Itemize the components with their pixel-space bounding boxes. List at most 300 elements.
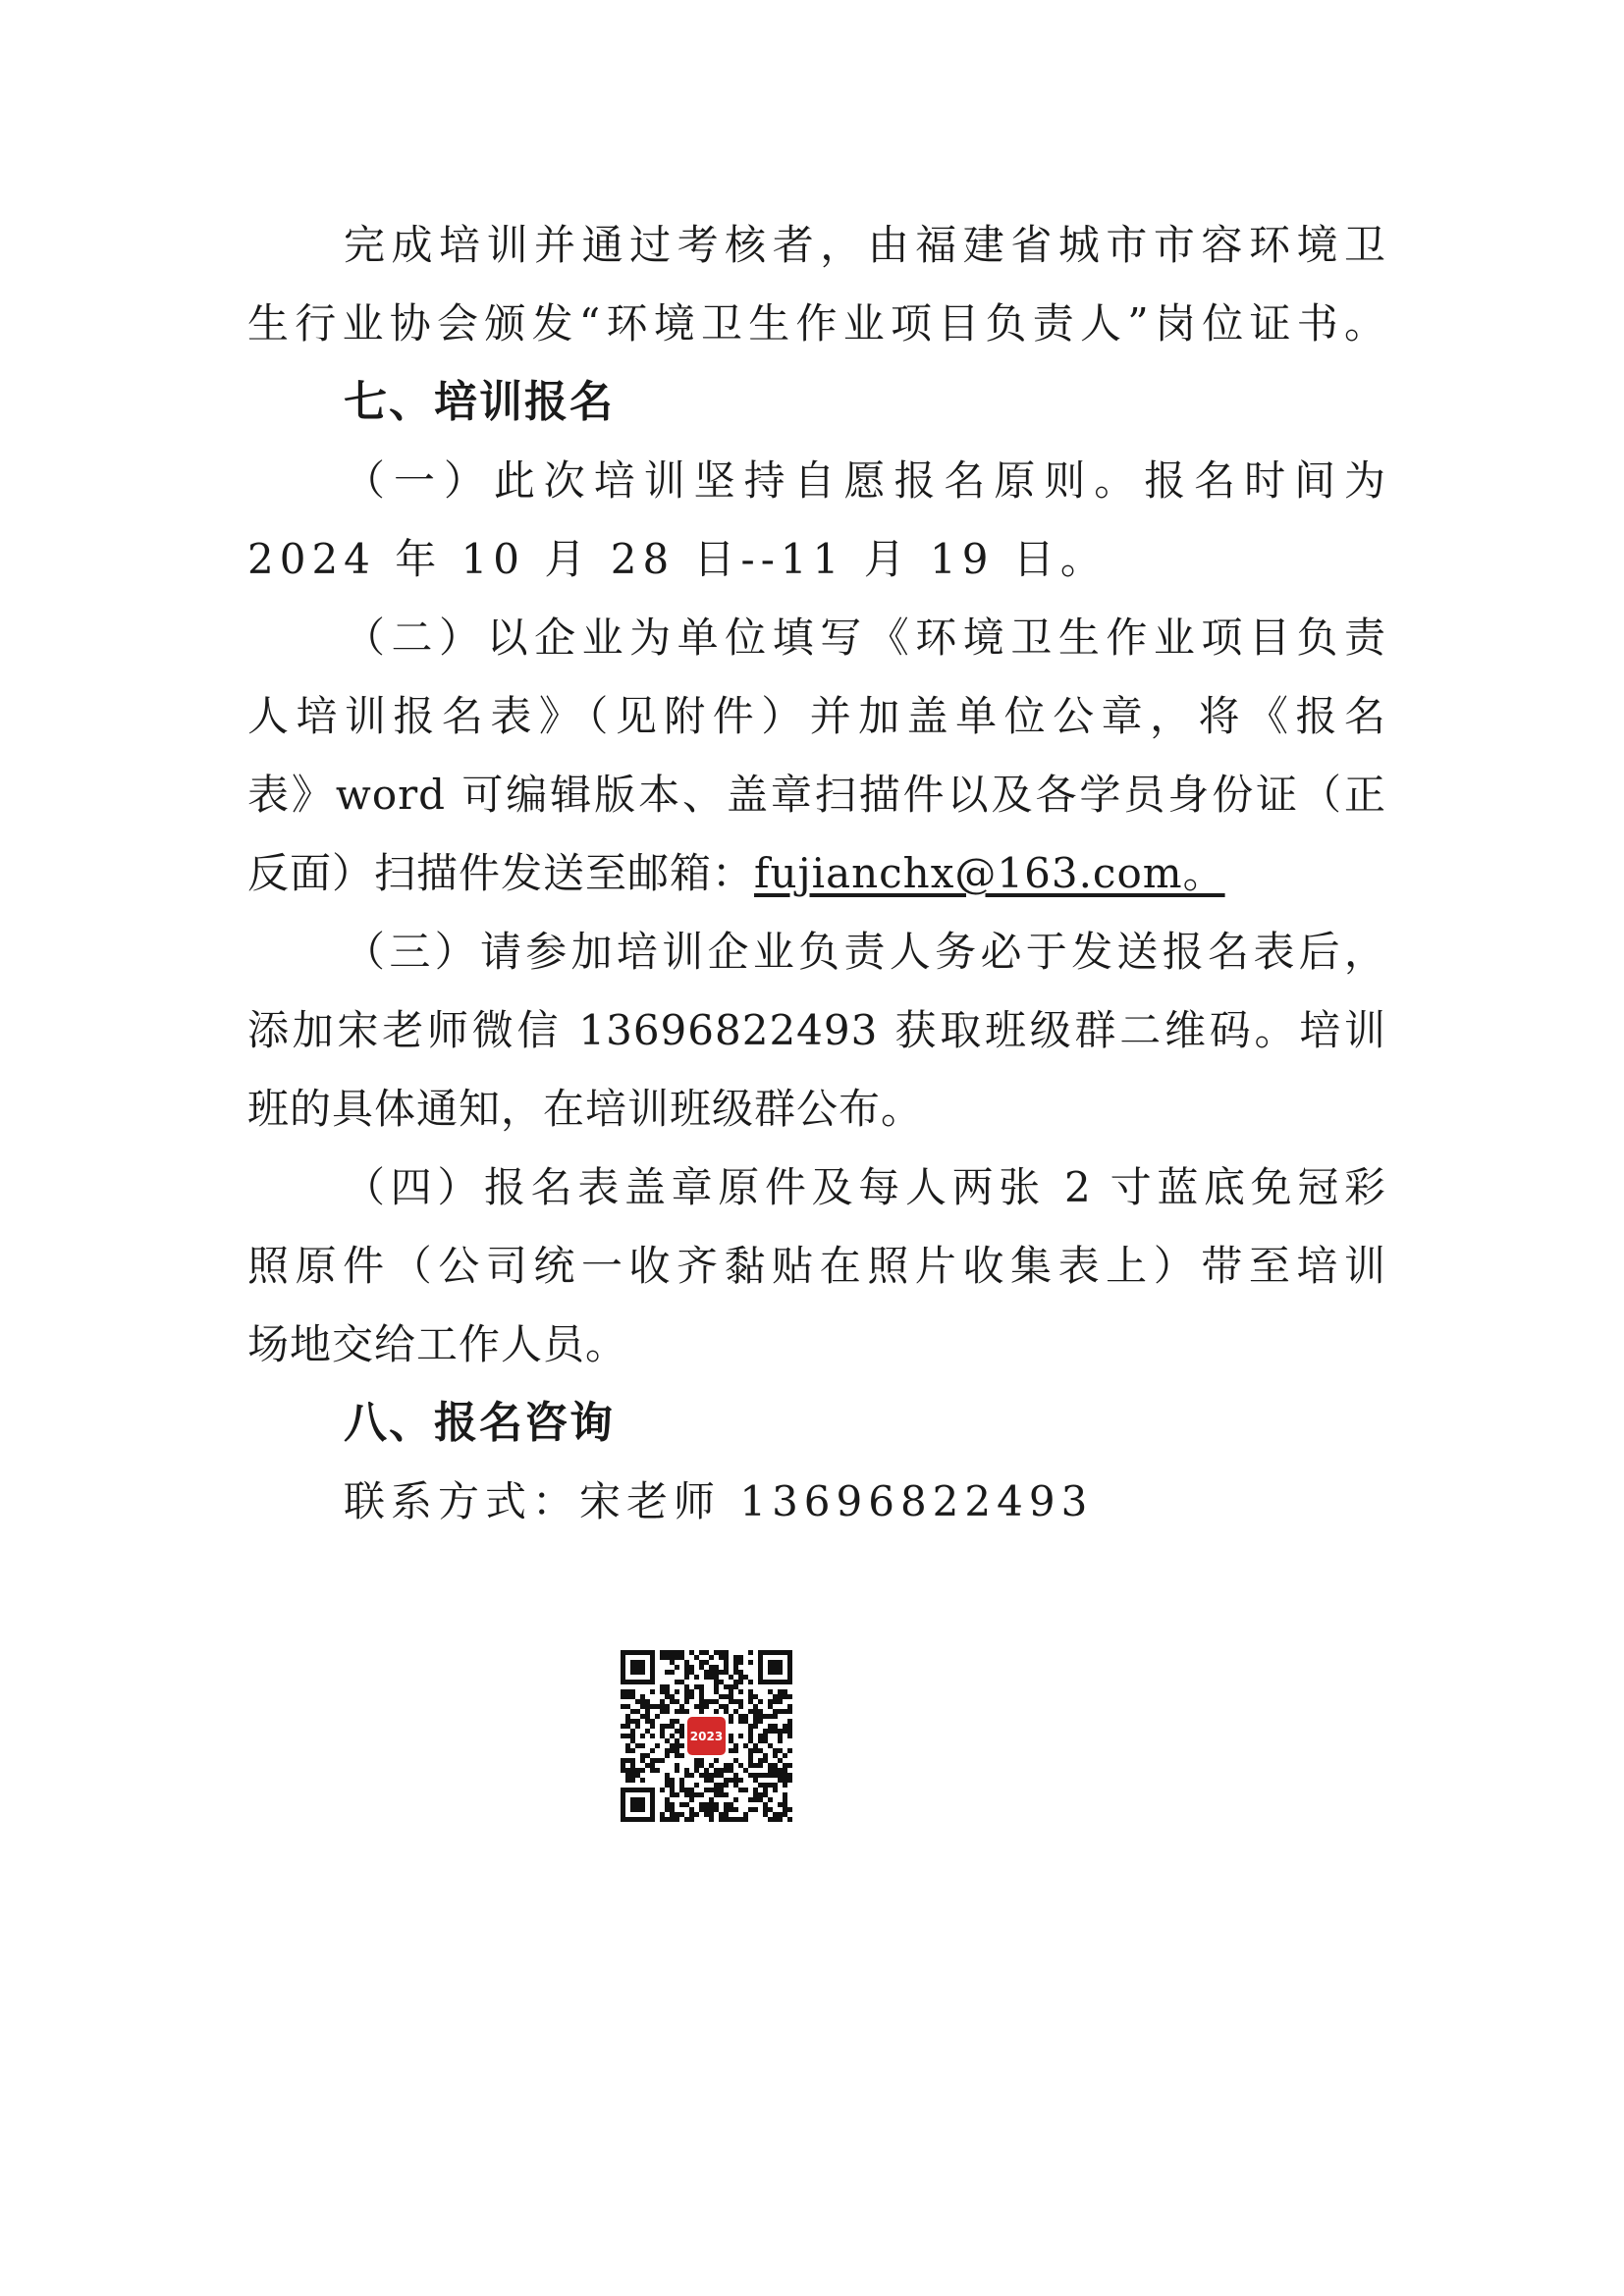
- registration-item-2-line-1: （二）以企业为单位填写《环境卫生作业项目负责: [344, 614, 1386, 662]
- qr-module: [719, 1783, 724, 1788]
- qr-code-icon: [617, 1646, 796, 1826]
- qr-module: [630, 1748, 635, 1753]
- qr-module: [733, 1684, 738, 1689]
- qr-module: [753, 1709, 758, 1714]
- qr-module: [709, 1802, 714, 1807]
- qr-module: [724, 1650, 729, 1655]
- qr-module: [753, 1704, 758, 1709]
- qr-module: [738, 1699, 743, 1704]
- registration-item-1-line-1: （一）此次培训坚持自愿报名原则。报名时间为: [344, 456, 1386, 505]
- qr-module: [729, 1748, 733, 1753]
- qr-module: [655, 1768, 660, 1773]
- qr-module: [679, 1650, 684, 1655]
- qr-module: [753, 1694, 758, 1699]
- qr-module: [773, 1709, 778, 1714]
- qr-module: [625, 1758, 630, 1763]
- qr-module: [753, 1778, 758, 1783]
- qr-module: [719, 1650, 724, 1655]
- qr-module: [621, 1724, 625, 1729]
- qr-module: [768, 1763, 773, 1768]
- qr-module: [773, 1724, 778, 1729]
- qr-module: [694, 1792, 699, 1797]
- qr-module: [709, 1788, 714, 1792]
- registration-item-4-line-3: 场地交给工作人员。: [247, 1320, 628, 1368]
- qr-module: [709, 1655, 714, 1660]
- qr-module: [787, 1763, 792, 1768]
- qr-module: [758, 1797, 763, 1802]
- qr-module: [670, 1660, 675, 1665]
- qr-module: [719, 1817, 724, 1822]
- registration-item-4-line-2: 照原件（公司统一收齐黏贴在照片收集表上）带至培训: [247, 1242, 1386, 1290]
- qr-module: [778, 1768, 783, 1773]
- qr-module: [689, 1665, 694, 1670]
- qr-module: [621, 1768, 625, 1773]
- qr-module: [665, 1817, 670, 1822]
- qr-module: [719, 1792, 724, 1797]
- qr-module: [743, 1768, 748, 1773]
- contact-line: 联系方式：宋老师 13696822493: [344, 1477, 1094, 1525]
- qr-module: [699, 1650, 704, 1655]
- qr-module: [665, 1684, 670, 1689]
- qr-module: [640, 1734, 645, 1738]
- qr-module: [729, 1817, 733, 1822]
- qr-module: [699, 1802, 704, 1807]
- qr-module: [778, 1709, 783, 1714]
- qr-module: [783, 1763, 787, 1768]
- qr-module: [787, 1709, 792, 1714]
- qr-module: [640, 1778, 645, 1783]
- qr-module: [689, 1812, 694, 1817]
- section-heading-consultation: 八、报名咨询: [344, 1398, 615, 1448]
- qr-module: [665, 1802, 670, 1807]
- qr-module: [748, 1758, 753, 1763]
- qr-module: [684, 1660, 689, 1665]
- qr-module: [621, 1758, 625, 1763]
- qr-module: [738, 1788, 743, 1792]
- qr-module: [675, 1812, 679, 1817]
- qr-module: [704, 1768, 709, 1773]
- qr-module: [684, 1684, 689, 1689]
- qr-center-logo: [684, 1714, 729, 1758]
- qr-module: [778, 1729, 783, 1734]
- qr-module: [733, 1655, 738, 1660]
- qr-module: [665, 1655, 670, 1660]
- qr-module: [675, 1763, 679, 1768]
- qr-module: [719, 1768, 724, 1773]
- qr-module: [763, 1812, 768, 1817]
- qr-module: [738, 1704, 743, 1709]
- qr-module: [768, 1817, 773, 1822]
- qr-module: [729, 1807, 733, 1812]
- qr-module: [714, 1758, 719, 1763]
- qr-module: [787, 1719, 792, 1724]
- qr-module: [694, 1655, 699, 1660]
- qr-module: [748, 1680, 753, 1684]
- qr-module: [763, 1734, 768, 1738]
- qr-module: [753, 1719, 758, 1724]
- qr-module: [773, 1729, 778, 1734]
- certificate-paragraph-line-2: 生行业协会颁发“环境卫生作业项目负责人”岗位证书。: [247, 299, 1386, 347]
- qr-module: [787, 1694, 792, 1699]
- qr-module: [640, 1704, 645, 1709]
- qr-module: [783, 1778, 787, 1783]
- qr-module: [689, 1689, 694, 1694]
- qr-module: [709, 1763, 714, 1768]
- qr-module: [714, 1670, 719, 1675]
- qr-module: [684, 1709, 689, 1714]
- qr-module: [670, 1719, 675, 1724]
- registration-item-4-line-1: （四）报名表盖章原件及每人两张 2 寸蓝底免冠彩: [344, 1163, 1386, 1211]
- qr-module: [675, 1689, 679, 1694]
- qr-module: [679, 1753, 684, 1758]
- qr-module: [704, 1660, 709, 1665]
- qr-module: [630, 1734, 635, 1738]
- qr-module: [655, 1758, 660, 1763]
- qr-module: [719, 1655, 724, 1660]
- qr-module: [625, 1724, 630, 1729]
- qr-module: [773, 1783, 778, 1788]
- qr-module: [743, 1743, 748, 1748]
- qr-module: [758, 1783, 763, 1788]
- qr-module: [719, 1773, 724, 1778]
- qr-module: [768, 1773, 773, 1778]
- qr-module: [733, 1758, 738, 1763]
- qr-module: [733, 1778, 738, 1783]
- qr-module: [763, 1753, 768, 1758]
- qr-module: [748, 1709, 753, 1714]
- qr-module: [694, 1783, 699, 1788]
- qr-module: [768, 1783, 773, 1788]
- qr-module: [724, 1655, 729, 1660]
- qr-module: [689, 1773, 694, 1778]
- qr-module: [787, 1773, 792, 1778]
- qr-module: [724, 1709, 729, 1714]
- qr-module: [670, 1724, 675, 1729]
- qr-module: [679, 1655, 684, 1660]
- qr-module: [665, 1709, 670, 1714]
- qr-module: [758, 1709, 763, 1714]
- qr-module: [650, 1748, 655, 1753]
- qr-module: [768, 1724, 773, 1729]
- qr-module: [640, 1768, 645, 1773]
- registration-item-3-line-3: 班的具体通知，在培训班级群公布。: [247, 1085, 924, 1133]
- qr-module: [709, 1817, 714, 1822]
- qr-module: [675, 1699, 679, 1704]
- qr-module: [778, 1748, 783, 1753]
- qr-module: [650, 1689, 655, 1694]
- qr-module: [753, 1797, 758, 1802]
- qr-module: [733, 1807, 738, 1812]
- qr-module: [684, 1792, 689, 1797]
- qr-module: [733, 1797, 738, 1802]
- qr-module: [699, 1773, 704, 1778]
- qr-module: [675, 1655, 679, 1660]
- qr-module: [753, 1743, 758, 1748]
- qr-module: [773, 1812, 778, 1817]
- qr-module: [684, 1768, 689, 1773]
- qr-module: [738, 1660, 743, 1665]
- qr-module: [778, 1773, 783, 1778]
- qr-module: [650, 1763, 655, 1768]
- registration-item-3-line-2: 添加宋老师微信 13696822493 获取班级群二维码。培训: [247, 1006, 1386, 1054]
- qr-module: [724, 1807, 729, 1812]
- qr-module: [665, 1778, 670, 1783]
- qr-module: [763, 1783, 768, 1788]
- qr-module: [660, 1704, 665, 1709]
- qr-module: [787, 1817, 792, 1822]
- qr-module: [679, 1812, 684, 1817]
- qr-module: [625, 1734, 630, 1738]
- qr-module: [684, 1675, 689, 1680]
- qr-module: [758, 1792, 763, 1797]
- qr-module: [733, 1783, 738, 1788]
- qr-module: [783, 1792, 787, 1797]
- qr-module: [748, 1689, 753, 1694]
- qr-module: [650, 1704, 655, 1709]
- qr-module: [763, 1738, 768, 1743]
- qr-module: [679, 1734, 684, 1738]
- qr-module: [773, 1763, 778, 1768]
- qr-module: [738, 1670, 743, 1675]
- qr-module: [689, 1650, 694, 1655]
- qr-module: [650, 1724, 655, 1729]
- qr-module: [665, 1773, 670, 1778]
- qr-module: [738, 1714, 743, 1719]
- qr-module: [704, 1807, 709, 1812]
- qr-module: [738, 1734, 743, 1738]
- qr-module: [763, 1714, 768, 1719]
- qr-module: [778, 1817, 783, 1822]
- qr-module: [670, 1778, 675, 1783]
- qr-module: [724, 1694, 729, 1699]
- qr-module: [729, 1699, 733, 1704]
- qr-module: [670, 1802, 675, 1807]
- qr-module: [709, 1675, 714, 1680]
- qr-module: [783, 1689, 787, 1694]
- qr-module: [675, 1792, 679, 1797]
- qr-module: [679, 1783, 684, 1788]
- qr-module: [640, 1753, 645, 1758]
- qr-module: [768, 1689, 773, 1694]
- qr-module: [699, 1758, 704, 1763]
- qr-module: [660, 1758, 665, 1763]
- qr-module: [733, 1817, 738, 1822]
- qr-module: [660, 1812, 665, 1817]
- qr-module: [758, 1738, 763, 1743]
- qr-module: [768, 1704, 773, 1709]
- qr-module: [625, 1768, 630, 1773]
- qr-module: [679, 1724, 684, 1729]
- qr-module: [724, 1660, 729, 1665]
- qr-module: [714, 1807, 719, 1812]
- qr-module: [694, 1763, 699, 1768]
- qr-module: [709, 1665, 714, 1670]
- qr-module: [714, 1689, 719, 1694]
- qr-module: [699, 1684, 704, 1689]
- qr-module: [768, 1699, 773, 1704]
- qr-module: [719, 1680, 724, 1684]
- qr-module: [645, 1704, 650, 1709]
- qr-module: [650, 1719, 655, 1724]
- qr-module: [704, 1788, 709, 1792]
- qr-module: [675, 1650, 679, 1655]
- qr-module: [738, 1763, 743, 1768]
- qr-module: [743, 1788, 748, 1792]
- qr-module: [724, 1763, 729, 1768]
- registration-item-2-line-4: [247, 834, 1386, 913]
- qr-module: [714, 1768, 719, 1773]
- qr-module: [699, 1792, 704, 1797]
- qr-module: [635, 1724, 640, 1729]
- qr-module: [660, 1684, 665, 1689]
- qr-module: [773, 1694, 778, 1699]
- qr-module: [738, 1689, 743, 1694]
- qr-module: [635, 1709, 640, 1714]
- qr-module: [729, 1778, 733, 1783]
- qr-module: [709, 1773, 714, 1778]
- qr-module: [778, 1802, 783, 1807]
- qr-module: [738, 1778, 743, 1783]
- qr-module: [660, 1655, 665, 1660]
- qr-module: [630, 1709, 635, 1714]
- qr-module: [778, 1738, 783, 1743]
- qr-module: [670, 1670, 675, 1675]
- qr-module: [665, 1807, 670, 1812]
- qr-module: [621, 1734, 625, 1738]
- qr-module: [768, 1807, 773, 1812]
- qr-module: [733, 1773, 738, 1778]
- qr-module: [625, 1743, 630, 1748]
- qr-module: [733, 1670, 738, 1675]
- qr-module: [758, 1758, 763, 1763]
- qr-module: [714, 1802, 719, 1807]
- qr-module: [724, 1778, 729, 1783]
- qr-module: [758, 1714, 763, 1719]
- qr-module: [689, 1807, 694, 1812]
- qr-module: [625, 1773, 630, 1778]
- qr-module: [709, 1812, 714, 1817]
- qr-module: [699, 1704, 704, 1709]
- qr-module: [773, 1714, 778, 1719]
- qr-module: [763, 1807, 768, 1812]
- qr-module: [630, 1694, 635, 1699]
- qr-module: [630, 1719, 635, 1724]
- qr-module: [783, 1773, 787, 1778]
- qr-module: [665, 1689, 670, 1694]
- qr-module: [748, 1694, 753, 1699]
- qr-module: [675, 1817, 679, 1822]
- qr-module: [748, 1699, 753, 1704]
- qr-module: [748, 1734, 753, 1738]
- qr-module: [783, 1768, 787, 1773]
- qr-module: [763, 1802, 768, 1807]
- email-lead-text: 反面）扫描件发送至邮箱：: [247, 849, 755, 897]
- qr-module: [645, 1699, 650, 1704]
- qr-module: [684, 1788, 689, 1792]
- qr-module: [660, 1689, 665, 1694]
- qr-module: [625, 1748, 630, 1753]
- qr-finder-top-right: [758, 1650, 792, 1684]
- qr-module: [645, 1729, 650, 1734]
- qr-module: [630, 1763, 635, 1768]
- qr-module: [694, 1675, 699, 1680]
- qr-module: [787, 1724, 792, 1729]
- qr-module: [684, 1802, 689, 1807]
- qr-module: [763, 1788, 768, 1792]
- qr-module: [709, 1807, 714, 1812]
- qr-module: [670, 1812, 675, 1817]
- qr-module: [778, 1694, 783, 1699]
- qr-module: [787, 1778, 792, 1783]
- qr-module: [625, 1719, 630, 1724]
- qr-module: [699, 1689, 704, 1694]
- qr-module: [719, 1788, 724, 1792]
- qr-module: [787, 1748, 792, 1753]
- qr-module: [753, 1763, 758, 1768]
- qr-module: [738, 1655, 743, 1660]
- qr-module: [733, 1699, 738, 1704]
- qr-module: [660, 1650, 665, 1655]
- qr-module: [694, 1768, 699, 1773]
- qr-module: [660, 1699, 665, 1704]
- qr-module: [733, 1748, 738, 1753]
- qr-module: [675, 1748, 679, 1753]
- qr-module: [783, 1807, 787, 1812]
- qr-module: [679, 1709, 684, 1714]
- qr-module: [670, 1807, 675, 1812]
- qr-module: [758, 1734, 763, 1738]
- qr-module: [679, 1778, 684, 1783]
- qr-module: [714, 1699, 719, 1704]
- qr-module: [625, 1704, 630, 1709]
- qr-module: [665, 1738, 670, 1743]
- qr-module: [778, 1758, 783, 1763]
- qr-module: [783, 1694, 787, 1699]
- qr-module: [675, 1719, 679, 1724]
- qr-module: [773, 1699, 778, 1704]
- qr-module: [684, 1665, 689, 1670]
- qr-module: [630, 1758, 635, 1763]
- qr-module: [650, 1734, 655, 1738]
- qr-module: [768, 1743, 773, 1748]
- qr-module: [719, 1694, 724, 1699]
- qr-module: [729, 1763, 733, 1768]
- qr-module: [714, 1675, 719, 1680]
- qr-module: [714, 1680, 719, 1684]
- qr-module: [650, 1758, 655, 1763]
- qr-module: [748, 1660, 753, 1665]
- qr-module: [729, 1689, 733, 1694]
- section-heading-registration: 七、培训报名: [344, 377, 615, 427]
- qr-module: [709, 1797, 714, 1802]
- qr-module: [748, 1748, 753, 1753]
- qr-module: [748, 1773, 753, 1778]
- certificate-paragraph-line-1: 完成培训并通过考核者，由福建省城市市容环境卫: [344, 221, 1386, 269]
- qr-module: [679, 1704, 684, 1709]
- qr-module: [773, 1817, 778, 1822]
- email-link[interactable]: fujianchx@163.com。: [754, 849, 1225, 897]
- qr-module: [665, 1748, 670, 1753]
- qr-module: [689, 1694, 694, 1699]
- qr-module: [630, 1773, 635, 1778]
- qr-module: [768, 1797, 773, 1802]
- qr-module: [787, 1729, 792, 1734]
- qr-module: [753, 1807, 758, 1812]
- qr-module: [635, 1743, 640, 1748]
- qr-module: [719, 1812, 724, 1817]
- qr-module: [778, 1812, 783, 1817]
- qr-module: [758, 1748, 763, 1753]
